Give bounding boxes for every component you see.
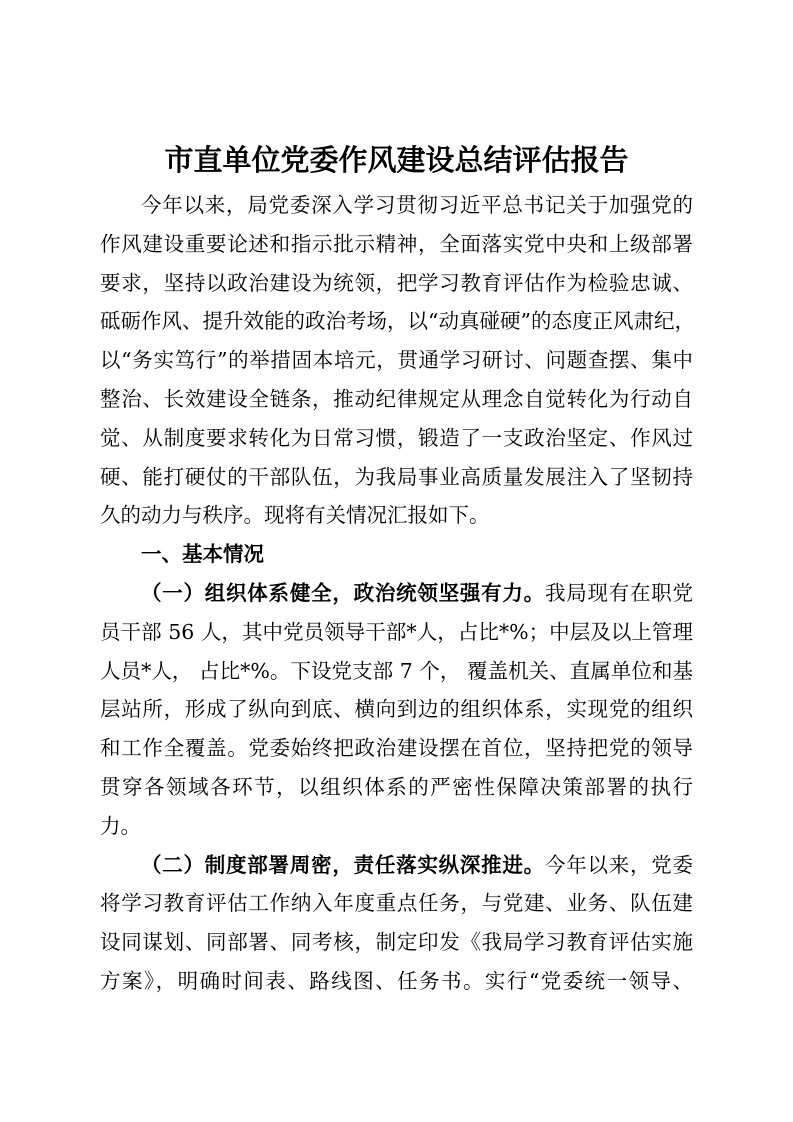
- paragraph-line: 层站所，形成了纵向到底、横向到边的组织体系，实现党的组织: [100, 697, 693, 722]
- intro-paragraph: [100, 186, 693, 535]
- paragraph-line: 和工作全覆盖。党委始终把政治建设摆在首位，坚持把党的领导: [100, 736, 693, 761]
- intro-line: 今年以来，局党委深入学习贯彻习近平总书记关于加强党的: [141, 193, 693, 217]
- paragraph-organization: [100, 574, 693, 846]
- paragraph-text: 我局现有在职党: [544, 580, 694, 605]
- paragraph-lead: （二）制度部署周密，责任落实纵深推进。: [141, 852, 545, 877]
- intro-line: 砥砺作风、提升效能的政治考场，以“动真碰硬”的态度正风肃纪，: [100, 309, 695, 334]
- paragraph-system: [100, 846, 693, 1001]
- document-title: 市直单位党委作风建设总结评估报告: [164, 143, 629, 177]
- intro-line: 觉、从制度要求转化为日常习惯，锻造了一支政治坚定、作风过: [100, 425, 693, 450]
- document-body: [100, 186, 693, 1001]
- paragraph-line: 将学习教育评估工作纳入年度重点任务，与党建、业务、队伍建: [100, 891, 693, 916]
- paragraph-lead: （一）组织体系健全，政治统领坚强有力。: [141, 580, 545, 605]
- paragraph-first-line: [100, 574, 693, 613]
- intro-line: 要求，坚持以政治建设为统领，把学习教育评估作为检验忠诚、: [100, 270, 693, 295]
- intro-line: 硬、能打硬仗的干部队伍，为我局事业高质量发展注入了坚韧持: [100, 464, 693, 489]
- section-heading: 一、基本情况: [141, 542, 264, 567]
- paragraph-line: 人员*人， 占比*%。下设党支部 7 个， 覆盖机关、直属单位和基: [100, 658, 693, 683]
- paragraph-line: 方案》，明确时间表、路线图、任务书。实行“党委统一领导、: [100, 968, 693, 993]
- paragraph-text: 今年以来，党委: [544, 852, 694, 877]
- paragraph-line: 力。: [100, 813, 141, 838]
- paragraph-line: 贯穿各领域各环节，以组织体系的严密性保障决策部署的执行: [100, 774, 693, 799]
- intro-line: 作风建设重要论述和指示批示精神，全面落实党中央和上级部署: [100, 231, 693, 256]
- paragraph-first-line: [100, 846, 693, 885]
- intro-line: 久的动力与秩序。现将有关情况汇报如下。: [100, 503, 490, 528]
- paragraph-line: 员干部 56 人，其中党员领导干部*人，占比*%；中层及以上管理: [100, 619, 693, 644]
- intro-line: 整治、长效建设全链条，推动纪律规定从理念自觉转化为行动自: [100, 386, 693, 411]
- intro-line: 以“务实笃行”的举措固本培元，贯通学习研讨、问题查摆、集中: [100, 348, 693, 373]
- paragraph-line: 设同谋划、同部署、同考核，制定印发《我局学习教育评估实施: [100, 930, 693, 955]
